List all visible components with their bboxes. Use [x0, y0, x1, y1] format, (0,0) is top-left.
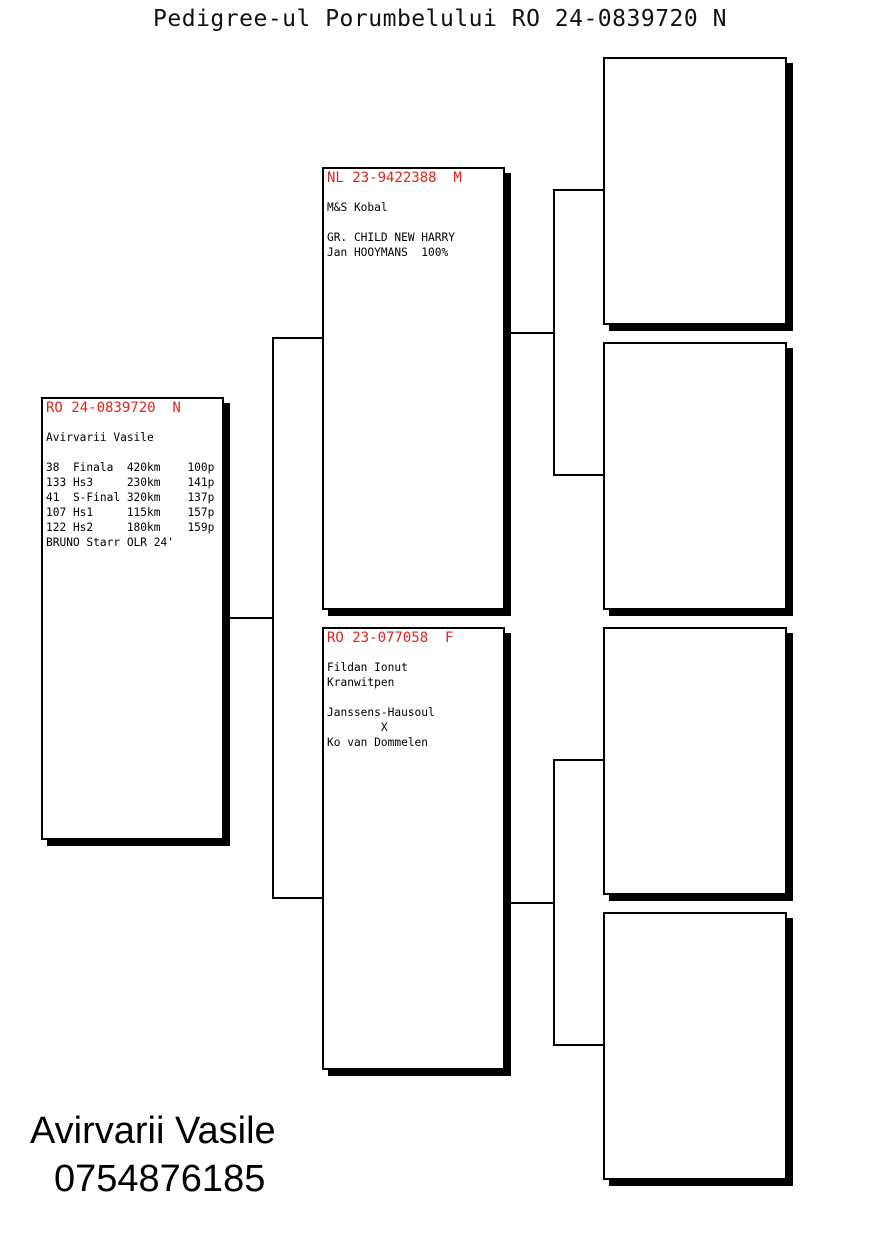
dam-line: Janssens-Hausoul: [327, 706, 435, 719]
page-title: Pedigree-ul Porumbelului RO 24-0839720 N: [153, 6, 727, 32]
sire-line: Jan HOOYMANS 100%: [327, 246, 449, 259]
dam-sire-card[interactable]: [603, 627, 787, 895]
footer-phone-number: 0754876185: [54, 1158, 266, 1200]
subject-line: 38 Finala 420km 100p: [46, 461, 215, 474]
sire-dam-card[interactable]: [603, 342, 787, 610]
dam-line: Fildan Ionut: [327, 661, 408, 674]
sire-sire-card[interactable]: [603, 57, 787, 325]
subject-line: BRUNO Starr OLR 24': [46, 536, 174, 549]
connector-line: [511, 332, 555, 334]
connector-line: [224, 617, 274, 619]
subject-line: Avirvarii Vasile: [46, 431, 154, 444]
subject-ring-number: RO 24-0839720 N: [46, 400, 181, 416]
connector-line: [511, 902, 555, 904]
subject-line: 41 S-Final 320km 137p: [46, 491, 215, 504]
dam-card[interactable]: [322, 627, 505, 1070]
connector-line: [553, 474, 603, 476]
sire-line: GR. CHILD NEW HARRY: [327, 231, 455, 244]
connector-line: [553, 189, 603, 191]
connector-line: [272, 897, 322, 899]
subject-card[interactable]: [41, 397, 224, 840]
dam-line: Ko van Dommelen: [327, 736, 429, 749]
connector-line: [553, 1044, 603, 1046]
connector-line: [553, 189, 555, 476]
dam-dam-card[interactable]: [603, 912, 787, 1180]
subject-line: 107 Hs1 115km 157p: [46, 506, 215, 519]
sire-line: M&S Kobal: [327, 201, 388, 214]
connector-line: [272, 337, 274, 899]
sire-card[interactable]: [322, 167, 505, 610]
dam-line: X: [327, 721, 388, 734]
dam-ring-number: RO 23-077058 F: [327, 630, 454, 646]
connector-line: [553, 759, 555, 1046]
footer-breeder-name: Avirvarii Vasile: [30, 1110, 276, 1152]
connector-line: [553, 759, 603, 761]
connector-line: [272, 337, 322, 339]
dam-line: Kranwitpen: [327, 676, 395, 689]
subject-line: 133 Hs3 230km 141p: [46, 476, 215, 489]
sire-ring-number: NL 23-9422388 M: [327, 170, 462, 186]
subject-line: 122 Hs2 180km 159p: [46, 521, 215, 534]
